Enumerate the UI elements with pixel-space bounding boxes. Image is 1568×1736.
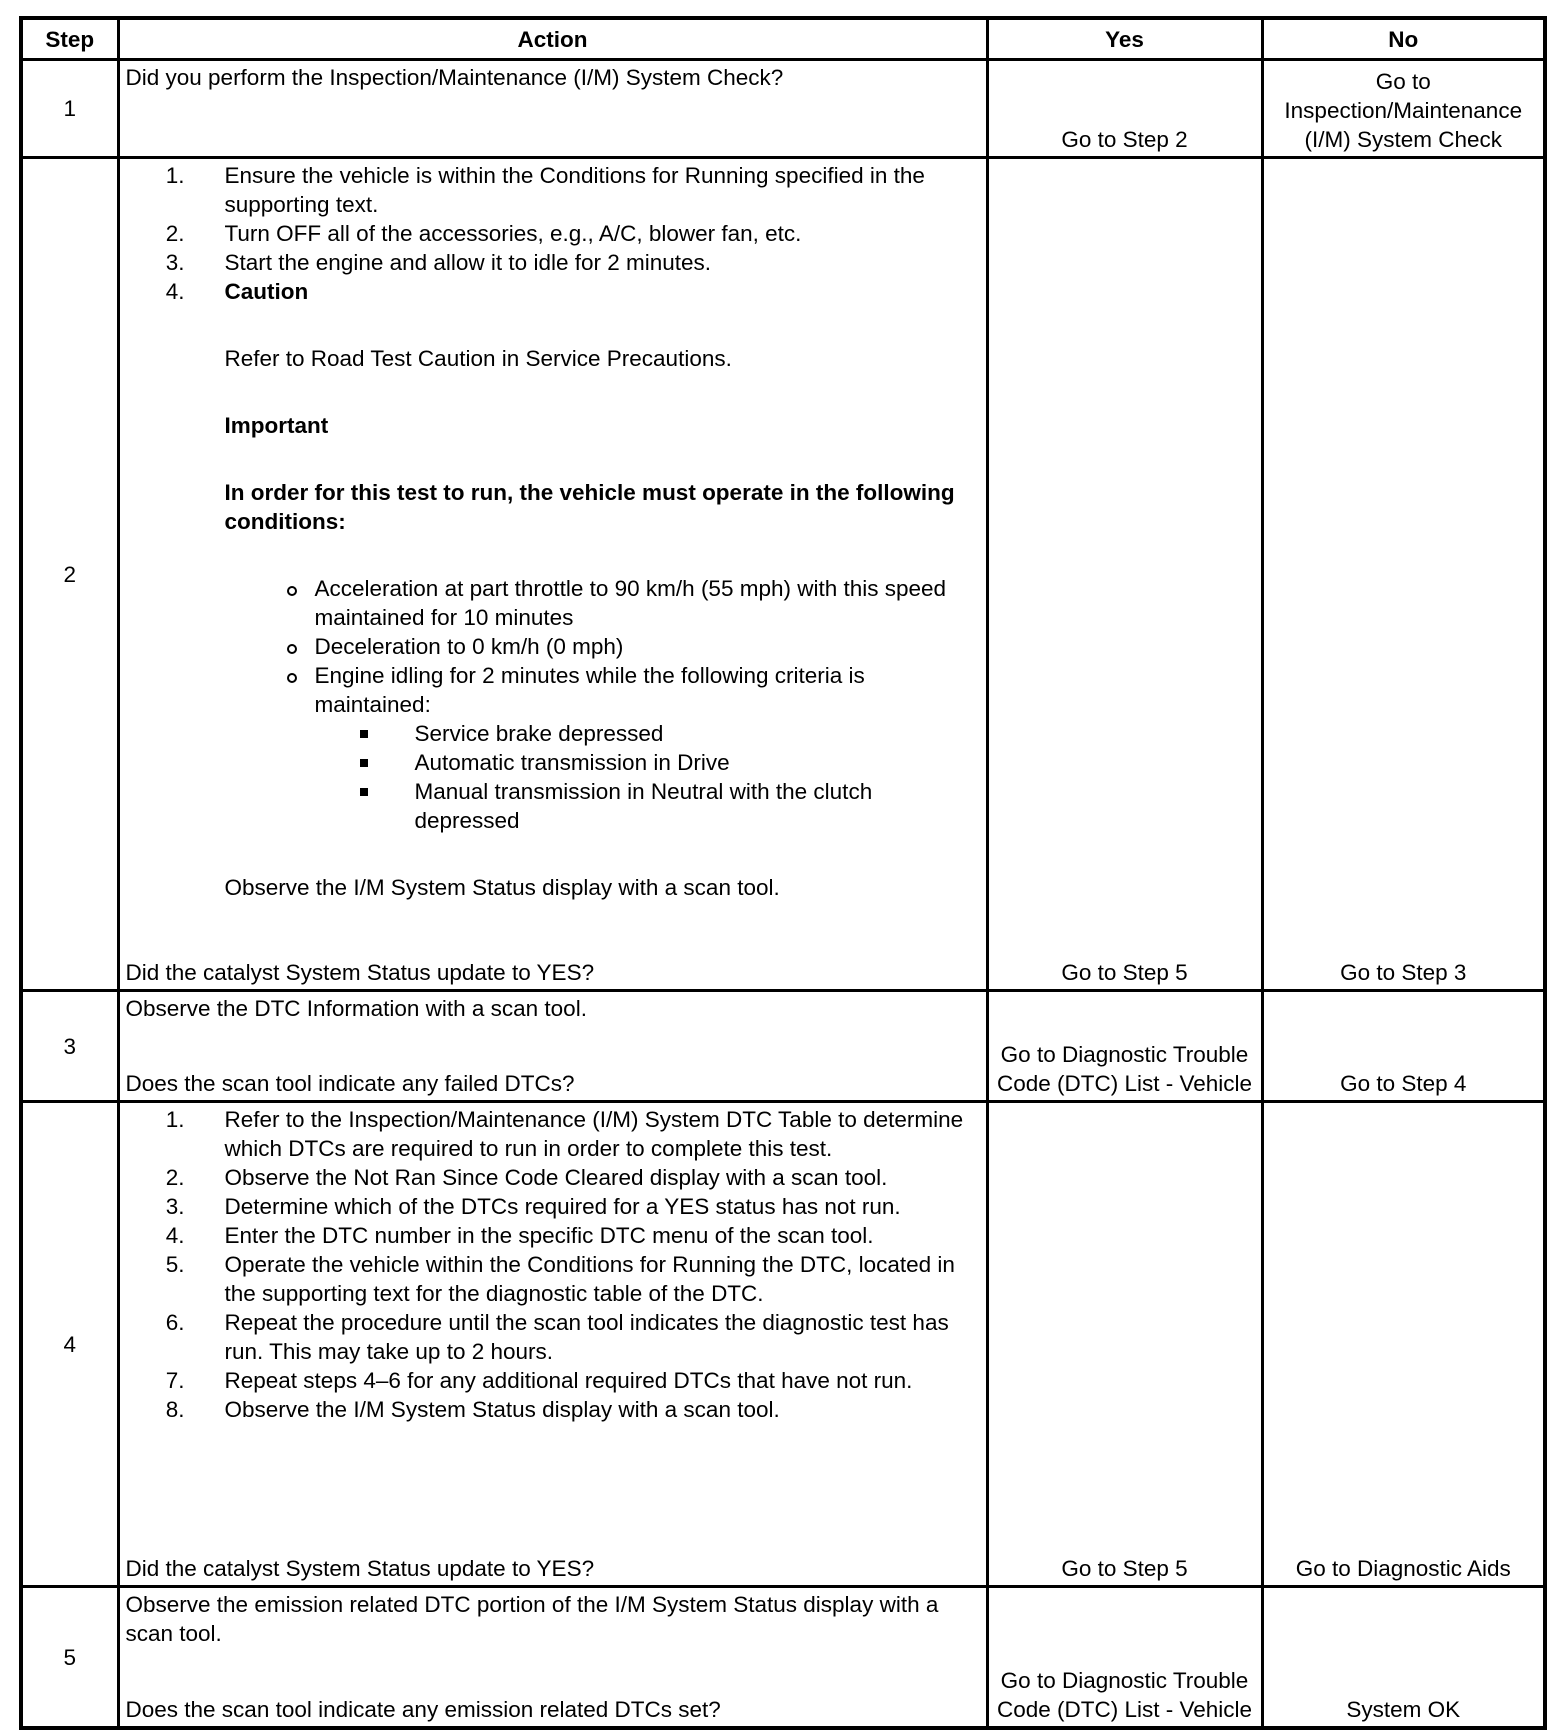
list-text: Refer to the Inspection/Maintenance (I/M) System DTC Table to determine which DTCs are required to run in order to complete this test. [224,1107,964,1161]
condition-text: Deceleration to 0 km/h (0 mph) [314,634,624,659]
list-number: 2. [165,221,185,246]
action-question: Did the catalyst System Status update to YES? [125,960,595,985]
no-cell: System OK [1262,1587,1545,1729]
yes-cell: Go to Step 5 [987,1102,1262,1587]
list-number: 2. [165,1165,185,1190]
criteria-text: Manual transmission in Neutral with the clutch depressed [414,779,873,833]
step-number: 4 [21,1102,118,1587]
list-text: Operate the vehicle within the Conditions for Running the DTC, located in the supporting text for the diagnostic table of the DTC. [224,1252,955,1306]
action-cell [118,1102,987,1587]
observe-text: Observe the I/M System Status display with a scan tool. [224,875,780,900]
important-label: Important [224,413,329,438]
list-item [126,1366,976,1395]
step-number: 3 [21,991,118,1102]
list-text: Ensure the vehicle is within the Conditions for Running specified in the supporting text. [224,163,925,217]
criteria-text: Automatic transmission in Drive [414,750,730,775]
square-bullet-icon [360,759,368,767]
no-cell: Go to Diagnostic Aids [1262,1102,1545,1587]
yes-cell: Go to Diagnostic Trouble Code (DTC) List - Vehicle [987,1587,1262,1729]
important-text: In order for this test to run, the vehicle must operate in the following conditions: [224,480,955,534]
table-row [21,60,1545,158]
list-text: Observe the Not Ran Since Code Cleared display with a scan tool. [224,1165,888,1190]
condition-item [225,574,976,632]
step-number: 5 [21,1587,118,1729]
table-row [21,158,1545,991]
table-row [21,1587,1545,1729]
header-no: No [1262,18,1545,60]
condition-text: Engine idling for 2 minutes while the following criteria is maintained: [314,663,865,717]
caution-text: Refer to Road Test Caution in Service Precautions. [224,346,732,371]
no-cell: Go to Step 4 [1262,991,1545,1102]
list-item [126,1105,976,1163]
action-cell [118,60,987,158]
square-bullet-icon [360,730,368,738]
action-question: Did you perform the Inspection/Maintenance (I/M) System Check? [125,65,784,90]
list-item [126,277,976,306]
list-text: Determine which of the DTCs required for a YES status has not run. [224,1194,901,1219]
list-number: 1. [165,1107,185,1132]
list-number: 3. [165,250,185,275]
list-item [126,1192,976,1221]
action-cell [118,1587,987,1729]
condition-text: Acceleration at part throttle to 90 km/h (55 mph) with this speed maintained for 10 minutes [314,576,947,630]
list-text: Repeat the procedure until the scan tool indicates the diagnostic test has run. This may take up to 2 hours. [224,1310,949,1364]
list-number: 3. [165,1194,185,1219]
action-question: Does the scan tool indicate any emission related DTCs set? [125,1697,721,1722]
yes-cell: Go to Step 5 [987,158,1262,991]
list-number: 1. [165,163,185,188]
condition-item [225,661,976,719]
list-item [126,1395,976,1424]
list-number: 7. [165,1368,185,1393]
action-intro: Observe the emission related DTC portion of the I/M System Status display with a scan tool. [125,1592,939,1646]
circle-bullet-icon [287,673,297,683]
list-text: Turn OFF all of the accessories, e.g., A/C, blower fan, etc. [224,221,802,246]
list-text: Start the engine and allow it to idle for 2 minutes. [224,250,712,275]
action-question: Did the catalyst System Status update to YES? [125,1556,595,1581]
header-action: Action [118,18,987,60]
list-item [126,219,976,248]
condition-item [225,632,976,661]
criteria-item [315,777,976,835]
no-cell: Go to Inspection/Maintenance (I/M) System Check [1262,60,1545,158]
criteria-text: Service brake depressed [414,721,664,746]
header-yes: Yes [987,18,1262,60]
list-item [126,1221,976,1250]
list-number: 8. [165,1397,185,1422]
list-text: Observe the I/M System Status display with a scan tool. [224,1397,780,1422]
caution-label: Caution [224,279,309,304]
list-number: 5. [165,1252,185,1277]
table-row [21,991,1545,1102]
yes-cell: Go to Diagnostic Trouble Code (DTC) List - Vehicle [987,991,1262,1102]
header-row [21,18,1545,60]
action-cell [118,991,987,1102]
step-number: 1 [21,60,118,158]
criteria-item [315,719,976,748]
list-item [126,248,976,277]
criteria-item [315,748,976,777]
list-number: 4. [165,279,185,304]
list-number: 4. [165,1223,185,1248]
yes-cell: Go to Step 2 [987,60,1262,158]
action-question: Does the scan tool indicate any failed DTCs? [125,1071,575,1096]
list-number: 6. [165,1310,185,1335]
step-number: 2 [21,158,118,991]
square-bullet-icon [360,788,368,796]
list-text: Enter the DTC number in the specific DTC menu of the scan tool. [224,1223,874,1248]
list-item [126,1308,976,1366]
header-step: Step [21,18,118,60]
list-text: Repeat steps 4–6 for any additional required DTCs that have not run. [224,1368,913,1393]
list-item [126,161,976,219]
diagnostic-table [19,16,1547,1730]
list-item [126,1163,976,1192]
circle-bullet-icon [287,644,297,654]
list-item [126,1250,976,1308]
action-intro: Observe the DTC Information with a scan tool. [125,996,587,1021]
circle-bullet-icon [287,586,297,596]
action-cell [118,158,987,991]
table-row [21,1102,1545,1587]
no-cell: Go to Step 3 [1262,158,1545,991]
